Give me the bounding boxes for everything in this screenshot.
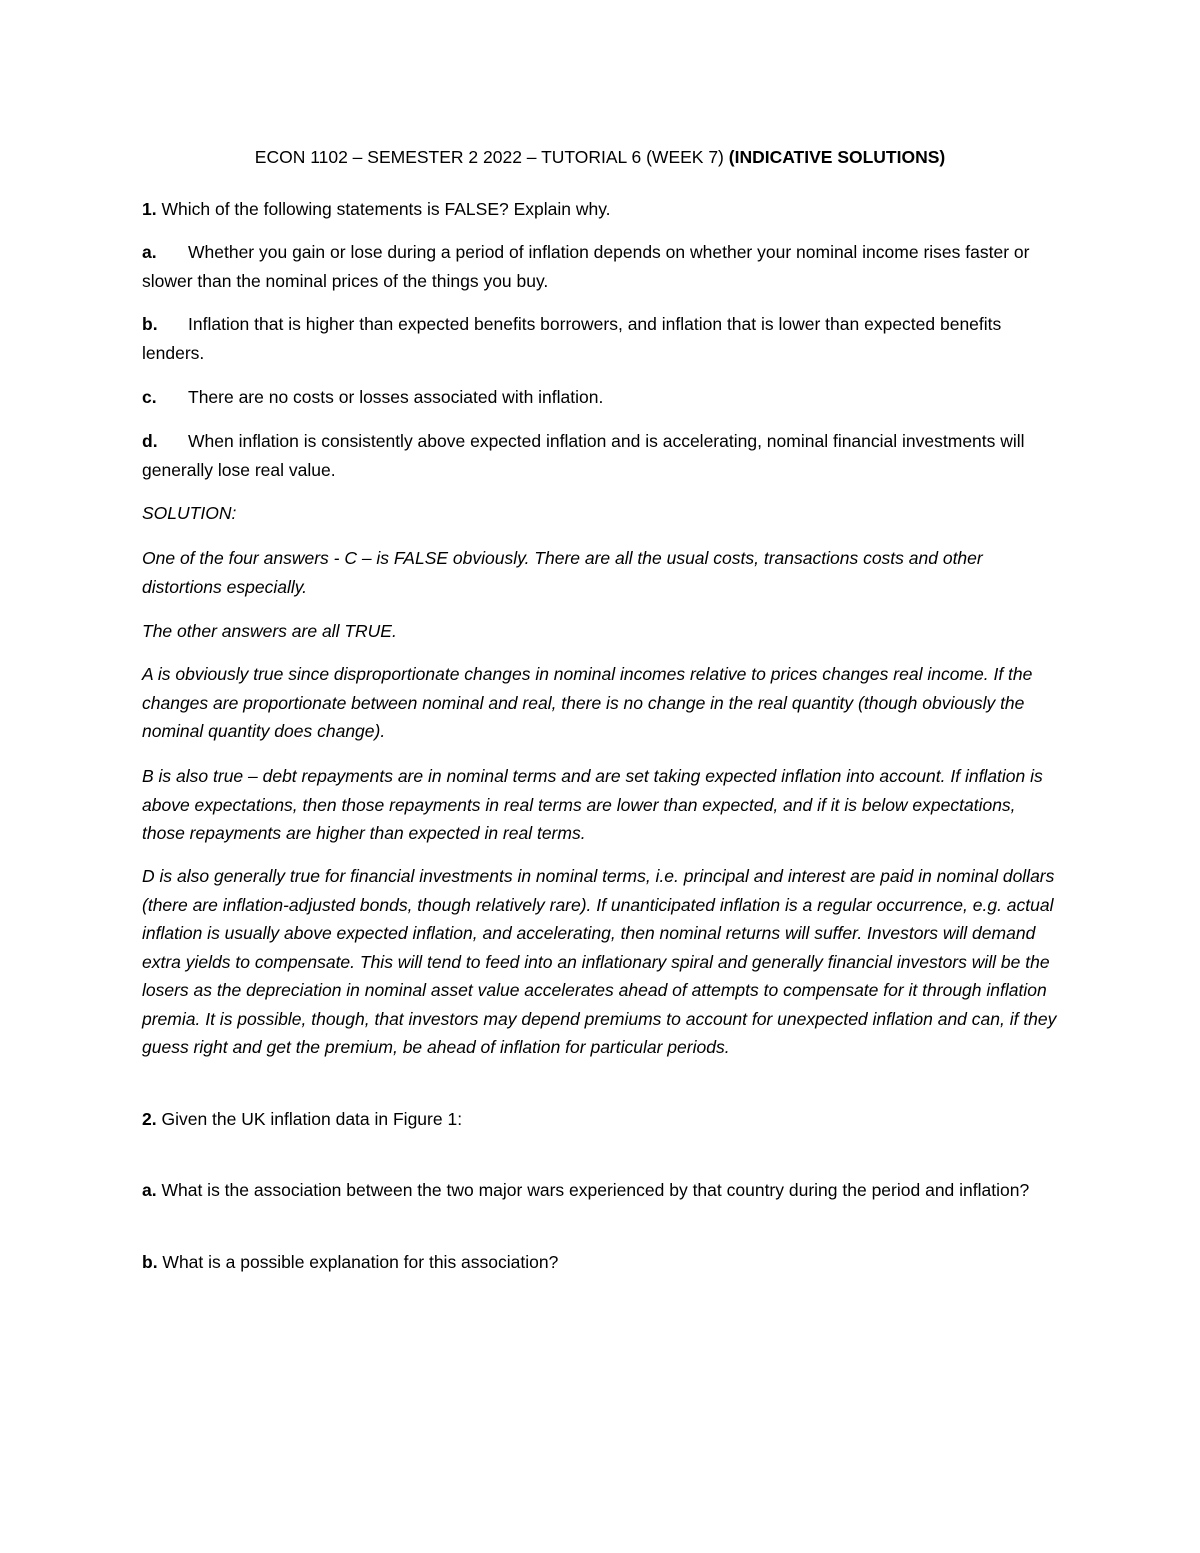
document-title <box>0 146 1200 168</box>
title-text: ECON 1102 – SEMESTER 2 2022 – TUTORIAL 6 (WEEK 7) <box>254 147 729 167</box>
option-b-text: Inflation that is higher than expected benefits borrowers, and inflation that is lower than expected benefits lenders. <box>142 314 1002 363</box>
question-1-number: 1. <box>142 199 157 219</box>
part-b-text: What is a possible explanation for this association? <box>157 1252 559 1272</box>
option-c-text: There are no costs or losses associated with inflation. <box>188 387 604 407</box>
solution-paragraph-3: A is obviously true since disproportionate changes in nominal incomes relative to prices changes real income. If the changes are proportionate between nominal and real, there is no change in the real quantity (though obviously the nominal quantity does change). <box>142 664 1033 741</box>
question-2-part-b <box>142 1248 1057 1277</box>
option-c-label: c. <box>142 387 157 407</box>
option-b <box>142 310 1057 367</box>
solution-paragraph-2: The other answers are all TRUE. <box>142 621 397 641</box>
option-a-text: Whether you gain or lose during a period of inflation depends on whether your nominal income rises faster or slower than the nominal prices of the things you buy. <box>142 242 1030 291</box>
option-d-text: When inflation is consistently above expected inflation and is accelerating, nominal financial investments will generally lose real value. <box>142 431 1025 480</box>
title-bold-text: (INDICATIVE SOLUTIONS) <box>728 147 946 167</box>
part-a-text: What is the association between the two major wars experienced by that country during the period and inflation? <box>156 1180 1030 1200</box>
solution-paragraph-1: One of the four answers - C – is FALSE obviously. There are all the usual costs, transactions costs and other distortions especially. <box>142 548 983 597</box>
solution-paragraph-5: D is also generally true for financial investments in nominal terms, i.e. principal and interest are paid in nominal dollars (there are inflation-adjusted bonds, though relatively rare). If unanticipated inflation is a regular occurrence, e.g. actual inflation is usually above expected inflation, and accelerating, then nominal returns will suffer. Investors will demand extra yields to compensate. This will tend to feed into an inflationary spiral and generally financial investors will be the losers as the depreciation in nominal asset value accelerates ahead of attempts to compensate for it through inflation premia. It is possible, though, that investors may depend premiums to account for unexpected inflation and can, if they guess right and get the premium, be ahead of inflation for particular periods. <box>142 866 1057 1057</box>
solution-paragraph-4: B is also true – debt repayments are in nominal terms and are set taking expected inflation into account. If inflation is above expectations, then those repayments in real terms are lower than expected, and if it is below expectations, those repayments are higher than expected in real terms. <box>142 766 1043 843</box>
option-a-label: a. <box>142 242 157 262</box>
option-c <box>142 383 1057 412</box>
question-1-prompt <box>142 195 1057 224</box>
question-2-number: 2. <box>142 1109 157 1129</box>
question-1-text: Which of the following statements is FALSE? Explain why. <box>161 199 611 219</box>
option-a <box>142 238 1057 295</box>
option-d <box>142 427 1057 484</box>
part-b-label: b. <box>142 1252 158 1272</box>
option-d-label: d. <box>142 431 158 451</box>
question-2-prompt <box>142 1105 1057 1134</box>
option-b-label: b. <box>142 314 158 334</box>
question-2-text: Given the UK inflation data in Figure 1: <box>156 1109 463 1129</box>
part-a-label: a. <box>142 1180 157 1200</box>
question-2-part-a <box>142 1176 1057 1205</box>
solution-heading: SOLUTION: <box>142 503 237 523</box>
